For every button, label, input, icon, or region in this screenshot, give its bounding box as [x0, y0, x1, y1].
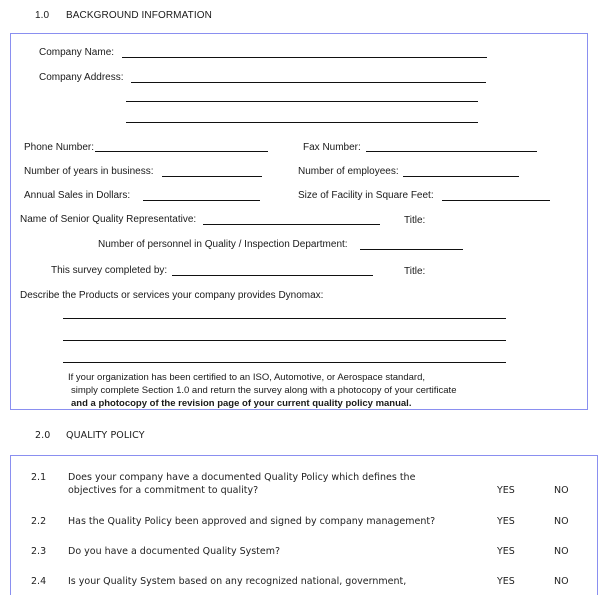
- describe-products-label: Describe the Products or services your company provides Dynomax:: [20, 290, 324, 301]
- company-address-field-1[interactable]: [131, 82, 486, 83]
- question-text: Do you have a documented Quality System?: [68, 546, 281, 557]
- company-address-field-3[interactable]: [126, 122, 478, 123]
- phone-number-label: Phone Number:: [24, 142, 95, 153]
- section-1-title: BACKGROUND INFORMATION: [66, 10, 212, 21]
- section-2-number: 2.0: [35, 430, 51, 441]
- certification-note-line-3: and a photocopy of the revision page of your current quality policy manual.: [71, 398, 412, 409]
- question-text: Does your company have a documented Quality Policy which defines the: [68, 472, 416, 483]
- facility-size-label: Size of Facility in Square Feet:: [298, 190, 434, 201]
- yes-option[interactable]: YES: [497, 485, 515, 496]
- question-number: 2.3: [31, 546, 47, 557]
- question-number: 2.4: [31, 576, 47, 587]
- years-in-business-field[interactable]: [162, 176, 262, 177]
- no-option[interactable]: NO: [554, 576, 569, 587]
- senior-quality-rep-label: Name of Senior Quality Representative:: [20, 214, 197, 225]
- company-address-field-2[interactable]: [126, 101, 478, 102]
- describe-products-field-3[interactable]: [63, 362, 506, 363]
- question-number: 2.2: [31, 516, 47, 527]
- yes-option[interactable]: YES: [497, 516, 515, 527]
- no-option[interactable]: NO: [554, 485, 569, 496]
- completed-by-title-label: Title:: [404, 266, 426, 277]
- section-2-title: QUALITY POLICY: [66, 430, 145, 441]
- company-name-label: Company Name:: [39, 47, 115, 58]
- company-name-field[interactable]: [122, 57, 487, 58]
- question-text: Has the Quality Policy been approved and signed by company management?: [68, 516, 436, 527]
- completed-by-label: This survey completed by:: [51, 265, 168, 276]
- question-number: 2.1: [31, 472, 47, 483]
- certification-note-line-1: If your organization has been certified to an ISO, Automotive, or Aerospace standard,: [68, 372, 425, 383]
- quality-personnel-label: Number of personnel in Quality / Inspection Department:: [98, 239, 348, 250]
- facility-size-field[interactable]: [442, 200, 550, 201]
- yes-option[interactable]: YES: [497, 576, 515, 587]
- number-of-employees-field[interactable]: [403, 176, 519, 177]
- question-text-continued: objectives for a commitment to quality?: [68, 485, 259, 496]
- yes-option[interactable]: YES: [497, 546, 515, 557]
- completed-by-field[interactable]: [172, 275, 373, 276]
- describe-products-field-1[interactable]: [63, 318, 506, 319]
- no-option[interactable]: NO: [554, 546, 569, 557]
- quality-personnel-field[interactable]: [360, 249, 463, 250]
- company-address-label: Company Address:: [39, 72, 124, 83]
- annual-sales-field[interactable]: [143, 200, 260, 201]
- senior-quality-rep-field[interactable]: [203, 224, 380, 225]
- fax-number-field[interactable]: [366, 151, 537, 152]
- section-1-number: 1.0: [35, 10, 50, 21]
- number-of-employees-label: Number of employees:: [298, 166, 399, 177]
- question-text: Is your Quality System based on any recognized national, government,: [68, 576, 407, 587]
- no-option[interactable]: NO: [554, 516, 569, 527]
- fax-number-label: Fax Number:: [303, 142, 361, 153]
- years-in-business-label: Number of years in business:: [24, 166, 154, 177]
- senior-rep-title-label: Title:: [404, 215, 426, 226]
- describe-products-field-2[interactable]: [63, 340, 506, 341]
- phone-number-field[interactable]: [95, 151, 268, 152]
- annual-sales-label: Annual Sales in Dollars:: [24, 190, 131, 201]
- certification-note-line-2: simply complete Section 1.0 and return the survey along with a photocopy of your certificate: [71, 385, 457, 396]
